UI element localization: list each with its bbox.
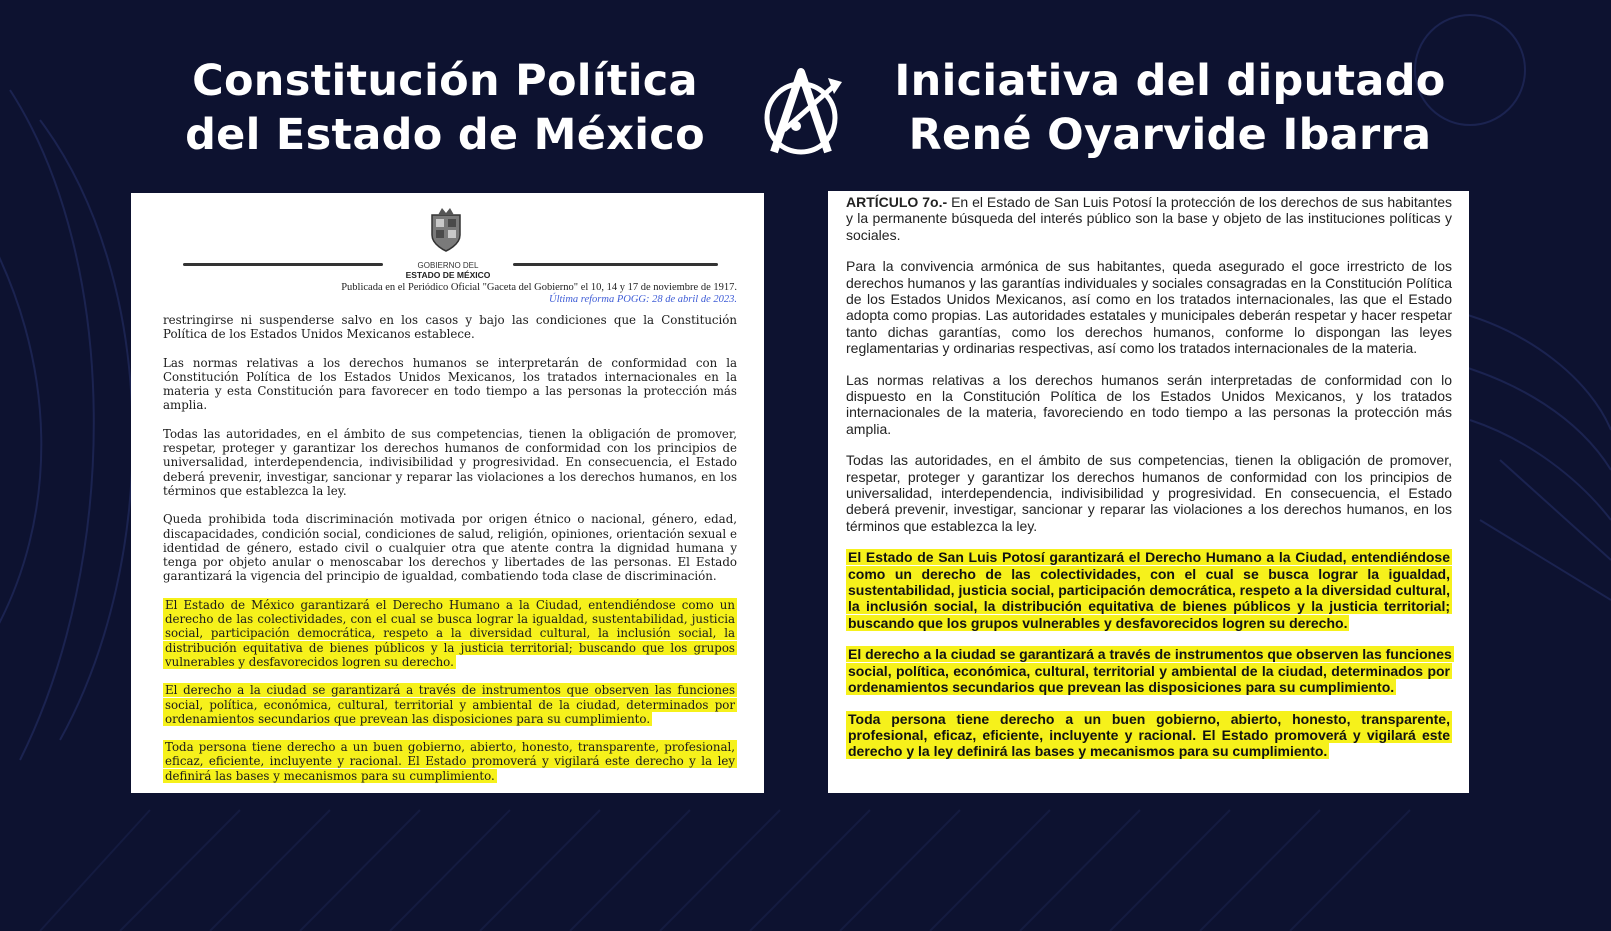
paragraph: Queda prohibida toda discriminación motivada por origen étnico o nacional, género, edad, discapacidades, condición social, condiciones de salud, religión, opiniones, orientación sexual e identidad de género, estado civil o cualquier otra que atente contra la dignidad humana y tenga por objeto anular o menoscabar los derechos y libertades de las personas. El Estado garantizará la vigencia del principio de igualdad, combatiendo toda clase de discriminación. bbox=[163, 512, 737, 584]
initiative-document bbox=[828, 191, 1469, 793]
article-lead: ARTÍCULO 7o.- bbox=[846, 194, 948, 210]
highlight-text: El Estado de México garantizará el Derecho Humano a la Ciudad, entendiéndose como un derecho de las colectividades, con el cual se busca lograr la igualdad, sustentabilidad, justicia social, participación democrática, respeto a la diversidad cultural, la inclusión social, la distribución equitativa de bienes públicos y la justicia territorial; buscando que los grupos vulnerables y desfavorecidos logren su derecho. bbox=[165, 597, 735, 669]
paragraph: restringirse ni suspenderse salvo en los casos y bajo las condiciones que la Constitución Política de los Estados Unidos Mexicanos establece. bbox=[163, 313, 737, 342]
highlighted-paragraph bbox=[846, 711, 1452, 760]
constitution-document bbox=[131, 193, 764, 793]
highlight-text: Toda persona tiene derecho a un buen gobierno, abierto, honesto, transparente, profesional, eficaz, eficiente, incluyente y racional. El Estado promoverá y vigilará este derecho y la ley definirá las bases y mecanismos para su cumplimiento. bbox=[848, 710, 1450, 760]
heading-initiative-line2: René Oyarvide Ibarra bbox=[908, 110, 1432, 160]
header-rule-right bbox=[513, 263, 718, 266]
paragraph: Para la convivencia armónica de sus habitantes, queda asegurado el goce irrestricto de los derechos humanos y las garantías individuales y sociales consagradas en la Constitución Política de los Estados Unidos Mexicanos, así como en los tratados internacionales, las que el Estado adopta como propias. Las autoridades estatales y municipales deberán respetar y hacer respetar tanto dichas garantías, como los derechos humanos, conforme lo dispongan las leyes reglamentarias y ordinarias respectivas, así como los tratados internacionales de la materia. bbox=[846, 258, 1452, 356]
publication-note: Publicada en el Periódico Oficial "Gaceta del Gobierno" el 10, 14 y 17 de noviembre de 1917. bbox=[341, 282, 737, 293]
heading-constitution bbox=[170, 54, 720, 162]
paragraph: Las normas relativas a los derechos humanos serán interpretadas de conformidad con lo dispuesto en la Constitución Política de los Estados Unidos Mexicanos, y los tratados internacionales de la materia, favoreciendo en todo tiempo a las personas la protección más amplia. bbox=[846, 371, 1452, 437]
article-paragraph bbox=[846, 194, 1452, 243]
highlighted-paragraph bbox=[163, 740, 737, 783]
last-reform-note: Última reforma POGG: 28 de abril de 2023. bbox=[548, 294, 737, 305]
highlighted-paragraph bbox=[846, 549, 1452, 630]
article-text: En el Estado de San Luis Potosí la protección de los derechos de sus habitantes y la permanente búsqueda del interés público son la base y objeto de las instituciones políticas y sociales. bbox=[846, 194, 1452, 243]
state-label: ESTADO DE MÉXICO bbox=[405, 270, 491, 280]
highlighted-paragraph bbox=[163, 683, 737, 726]
coat-of-arms-icon bbox=[424, 205, 468, 253]
header-rule-left bbox=[183, 263, 383, 266]
highlight-text: Toda persona tiene derecho a un buen gobierno, abierto, honesto, transparente, profesional, eficaz, eficiente, incluyente y racional. El Estado promoverá y vigilará este derecho y la ley definirá las bases y mecanismos para su cumplimiento. bbox=[165, 740, 735, 783]
heading-constitution-line1: Constitución Política bbox=[192, 56, 698, 106]
highlight-text: El derecho a la ciudad se garantizará a través de instrumentos que observen las funciones social, política, económica, cultural, territorial y ambiental de la ciudad, determinados por ordenamientos secundarios que prevean las disposiciones para su cumplimiento. bbox=[848, 646, 1452, 695]
highlight-text: El Estado de San Luis Potosí garantizará el Derecho Humano a la Ciudad, entendiéndose como un derecho de las colectividades, con el cual se busca lograr la igualdad, sustentabilidad, justicia social, participación democrática, respeto a la diversidad cultural, la inclusión social, la distribución equitativa de bienes públicos y la justicia territorial; buscando que los grupos vulnerables y desfavorecidos logren su derecho. bbox=[848, 549, 1450, 631]
heading-initiative bbox=[890, 54, 1450, 162]
paragraph: Todas las autoridades, en el ámbito de sus competencias, tienen la obligación de promover, respetar, proteger y garantizar los derechos humanos de conformidad con los principios de universalidad, interdependencia, indivisibilidad y progresividad. En consecuencia, el Estado deberá prevenir, investigar, sancionar y reparar las violaciones a los derechos humanos, en los términos que establezca la ley. bbox=[163, 426, 737, 498]
highlighted-paragraph bbox=[163, 598, 737, 669]
heading-constitution-line2: del Estado de México bbox=[185, 110, 705, 160]
highlighted-paragraph bbox=[846, 646, 1452, 695]
highlight-text: El derecho a la ciudad se garantizará a través de instrumentos que observen las funciones social, política, económica, cultural, territorial y ambiental de la ciudad, determinados por ordenamientos secundarios que prevean las disposiciones para su cumplimiento. bbox=[165, 683, 735, 726]
heading-initiative-line1: Iniciativa del diputado bbox=[894, 56, 1446, 106]
compass-a-logo-icon bbox=[756, 60, 846, 160]
document-header bbox=[163, 203, 737, 313]
paragraph: Las normas relativas a los derechos humanos se interpretarán de conformidad con la Constitución Política de los Estados Unidos Mexicanos, los tratados internacionales en la materia y esta Constitución para favorecer en todo tiempo a las personas la protección más amplia. bbox=[163, 355, 737, 413]
government-label: GOBIERNO DEL bbox=[417, 261, 479, 270]
paragraph: Todas las autoridades, en el ámbito de sus competencias, tienen la obligación de promover, respetar, proteger y garantizar los derechos humanos de conformidad con los principios de universalidad, interdependencia, indivisibilidad y progresividad. En consecuencia, el Estado deberá prevenir, investigar, sancionar y reparar las violaciones a los derechos humanos, en los términos que establezca la ley. bbox=[846, 452, 1452, 534]
